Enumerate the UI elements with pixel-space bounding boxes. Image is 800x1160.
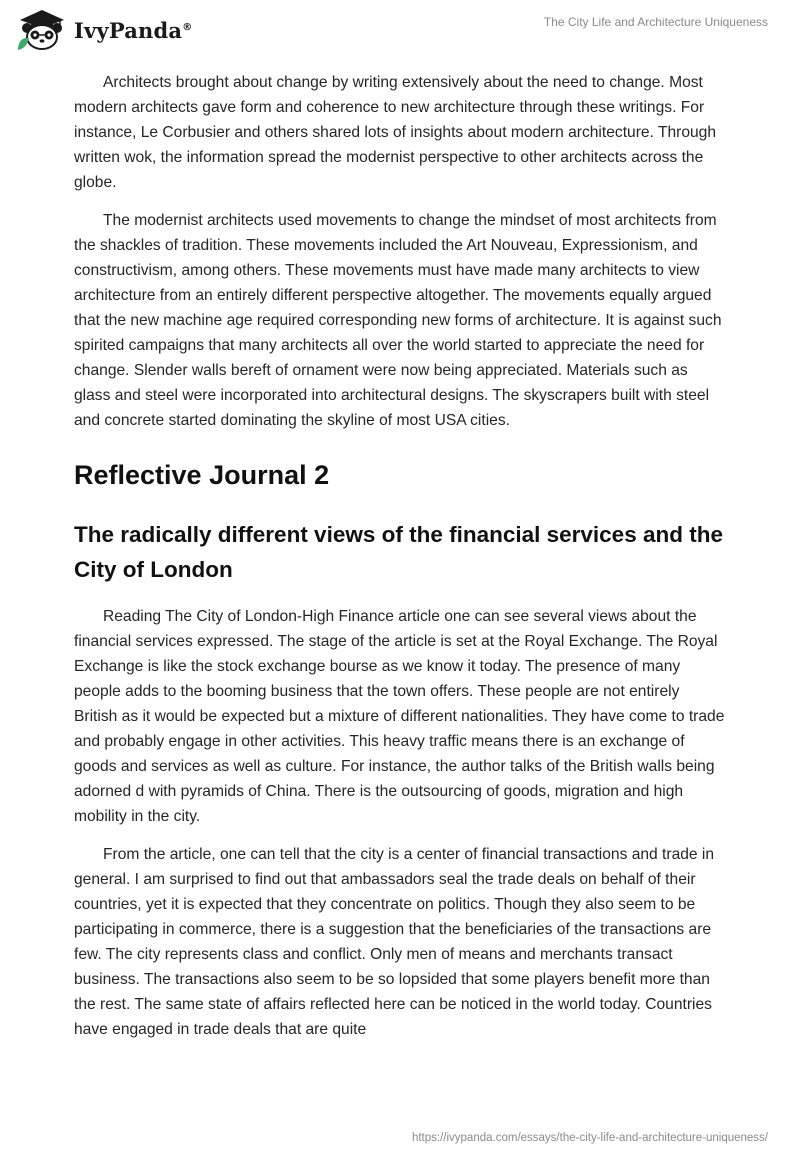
page-header (0, 0, 800, 70)
paragraph: Architects brought about change by writing extensively about the need to change. Most modern architects gave form and coherence to new architecture through these writings. For instance, Le Corbusier and others shared lots of insights about modern architecture. Through written wok, the information spread the modernist perspective to other architects across the globe. (74, 74, 717, 191)
brand-name: IvyPanda® (74, 17, 193, 43)
paragraph: Reading The City of London-High Finance article one can see several views about the financial services expressed. The stage of the article is set at the Royal Exchange. The Royal Exchange is like the stock exchange bourse as we know it today. The presence of many people adds to the booming business that the town offers. These people are not entirely British as it would be expected but a mixture of different nationalities. They have come to trade and probably engage in other activities. This heavy traffic means there is an exchange of goods and services as well as culture. For instance, the author talks of the British walls being adorned d with pyramids of China. There is the outsourcing of goods, migration and high mobility in the city. (74, 608, 725, 825)
paragraph: The modernist architects used movements to change the mindset of most architects from the shackles of tradition. These movements included the Art Nouveau, Expressionism, and constructivism, among others. These movements must have made many architects to view architecture from an entirely different perspective altogether. The movements equally argued that the new machine age required corresponding new forms of architecture. It is against such spirited campaigns that many architects all over the world started to appreciate the need for change. Slender walls bereft of ornament were now being appreciated. Materials such as glass and steel were incorporated into architectural designs. The skyscrapers built with steel and concrete started dominating the skyline of most USA cities. (74, 212, 722, 429)
section-heading: Reflective Journal 2 (74, 460, 330, 490)
paragraph: From the article, one can tell that the city is a center of financial transactions and trade in general. I am surprised to find out that ambassadors seal the trade deals on behalf of their countries, yet it is expected that they concentrate on politics. Though they also seem to be participating in commerce, there is a suggestion that the beneficiaries of the transactions are few. The city represents class and conflict. Only men of means and merchants transact business. The transactions also seem to be so lopsided that some players benefit more than the rest. The same state of affairs reflected here can be noticed in the world today. Countries have engaged in trade deals that are quite (74, 846, 715, 1038)
document-title: The City Life and Architecture Uniqueness (543, 15, 768, 29)
brand-logo[interactable] (14, 8, 192, 52)
article-body (74, 70, 726, 1055)
source-url[interactable]: https://ivypanda.com/essays/the-city-life-and-architecture-uniqueness/ (411, 1132, 768, 1144)
subsection-heading: The radically different views of the financial services and the City of London (74, 522, 723, 582)
registered-mark: ® (182, 21, 193, 33)
panda-logo-icon (14, 8, 70, 52)
